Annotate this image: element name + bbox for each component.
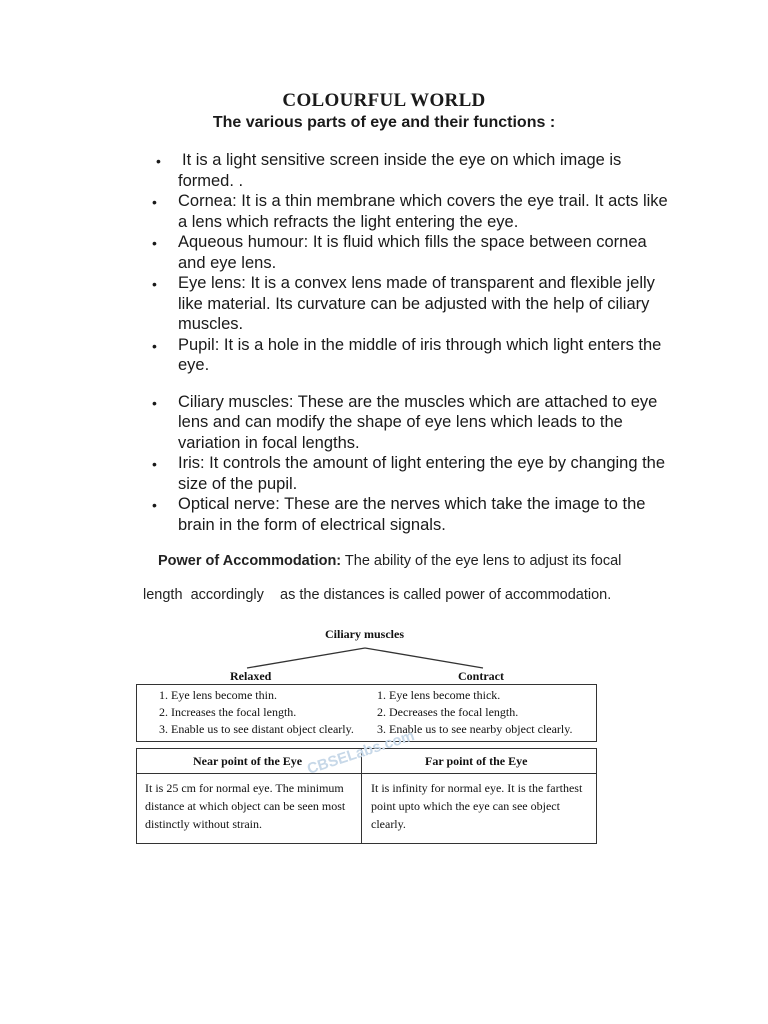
list-item: • Cornea: It is a thin membrane which covers the eye trail. It acts like a lens which refracts the light entering the eye. (150, 191, 670, 232)
relaxed-column (143, 687, 354, 738)
relaxed-contract-box (136, 684, 597, 742)
near-far-point-table (136, 748, 597, 844)
list-item: 1. Eye lens become thick. (389, 687, 572, 704)
near-point-title: Near point of the Eye (193, 754, 303, 768)
list-item: • Aqueous humour: It is fluid which fills the space between cornea and eye lens. (150, 232, 670, 273)
list-item: • Ciliary muscles: These are the muscles which are attached to eye lens and can modify the shape of eye lens which leads to the variation in focal lengths. (150, 392, 670, 454)
diagram-root-label: Ciliary muscles (325, 627, 404, 641)
table-divider (361, 749, 362, 843)
far-point-text: It is infinity for normal eye. It is the farthest point upto which the eye can see object clearly. (371, 781, 583, 831)
list-item: 2. Increases the focal length. (171, 704, 354, 721)
list-item: 2. Decreases the focal length. (389, 704, 572, 721)
contract-column (361, 687, 572, 738)
near-point-text: It is 25 cm for normal eye. The minimum distance at which object can be seen most distinctly without strain. (145, 781, 346, 831)
page-title: COLOURFUL WORLD (282, 90, 486, 111)
accommodation-text-continued: length accordingly as the distances is called power of accommodation. (143, 587, 612, 603)
list-item: 3. Enable us to see nearby object clearly. (389, 721, 572, 738)
accommodation-label: Power of Accommodation: (158, 553, 342, 569)
list-item: • Eye lens: It is a convex lens made of transparent and flexible jelly like material. Its curvature can be adjusted with the help of ciliary muscles. (150, 273, 670, 335)
list-item: • Pupil: It is a hole in the middle of iris through which light enters the eye. (150, 335, 670, 376)
watermark-logo: CBSELabs.com (305, 727, 417, 778)
list-item: • Iris: It controls the amount of light entering the eye by changing the size of the pupil. (150, 453, 670, 494)
table-header-divider (137, 773, 596, 774)
relaxed-label: Relaxed (230, 669, 272, 683)
ciliary-muscles-diagram (135, 622, 598, 847)
list-item: • It is a light sensitive screen inside the eye on which image is formed. . (150, 150, 670, 191)
accommodation-text: The ability of the eye lens to adjust its focal (341, 553, 622, 569)
list-item: 3. Enable us to see distant object clearly. (171, 721, 354, 738)
accommodation-paragraph (158, 553, 621, 569)
page-subtitle: The various parts of eye and their functions : (212, 114, 556, 131)
far-point-title: Far point of the Eye (425, 754, 528, 768)
contract-label: Contract (458, 669, 504, 683)
list-item: • Optical nerve: These are the nerves which take the image to the brain in the form of electrical signals. (150, 494, 670, 535)
list-item: 1. Eye lens become thin. (171, 687, 354, 704)
eye-parts-list (150, 150, 670, 535)
